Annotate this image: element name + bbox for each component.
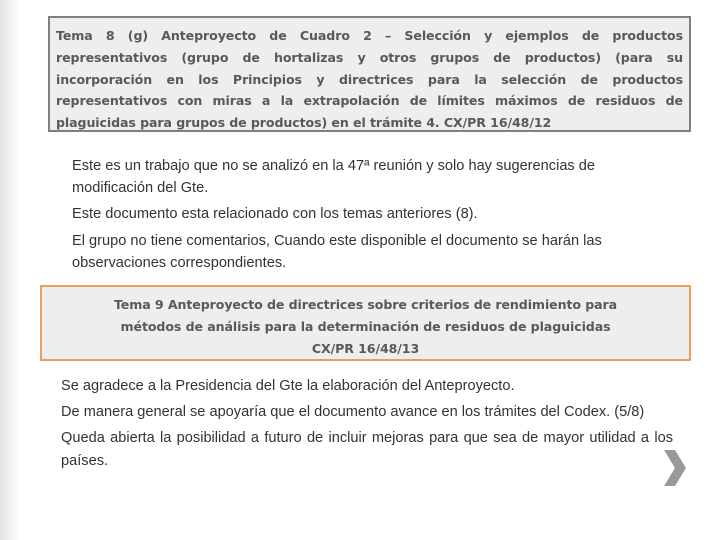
topic8-paragraph: El grupo no tiene comentarios, Cuando este disponible el documento se harán las observaciones correspondientes. <box>72 232 602 271</box>
topic9-comments <box>61 375 673 476</box>
topic9-paragraph: Queda abierta la posibilidad a futuro de incluir mejoras para que sea de mayor utilidad a los países. <box>61 430 673 469</box>
topic9-paragraph: Se agradece a la Presidencia del Gte la elaboración del Anteproyecto. <box>61 378 515 394</box>
topic9-heading <box>62 294 669 359</box>
topic8-paragraph: Este es un trabajo que no se analizó en la 47ª reunión y solo hay sugerencias de modificación del Gte. <box>72 158 596 197</box>
chevron-right-icon[interactable] <box>662 448 688 488</box>
topic8-heading-box <box>48 16 691 132</box>
topic9-paragraph: De manera general se apoyaría que el documento avance en los trámites del Codex. (5/8) <box>61 404 645 421</box>
left-decorative-bar <box>0 0 19 540</box>
topic8-comments <box>72 155 678 278</box>
chevron-right-shape <box>662 448 688 488</box>
topic9-heading-line: métodos de análisis para la determinación de residuos de plaguicidas <box>120 318 611 334</box>
topic9-heading-line: CX/PR 16/48/13 <box>311 340 420 356</box>
topic9-heading-box <box>40 285 691 361</box>
topic8-heading: Tema 8 (g) Anteproyecto de Cuadro 2 – Selección y ejemplos de productos representativos (grupo de hortalizas y otros grupos de productos) (para su incorporación en los Principios y directrices para la selección de productos representativos con miras a la extrapolación de límites máximos de residuos de plaguicidas para grupos de productos) en el trámite 4. CX/PR 16/48/12 <box>56 28 683 131</box>
topic8-paragraph: Este documento esta relacionado con los temas anteriores (8). <box>72 206 478 223</box>
topic9-heading-line: Tema 9 Anteproyecto de directrices sobre criterios de rendimiento para <box>113 297 618 312</box>
